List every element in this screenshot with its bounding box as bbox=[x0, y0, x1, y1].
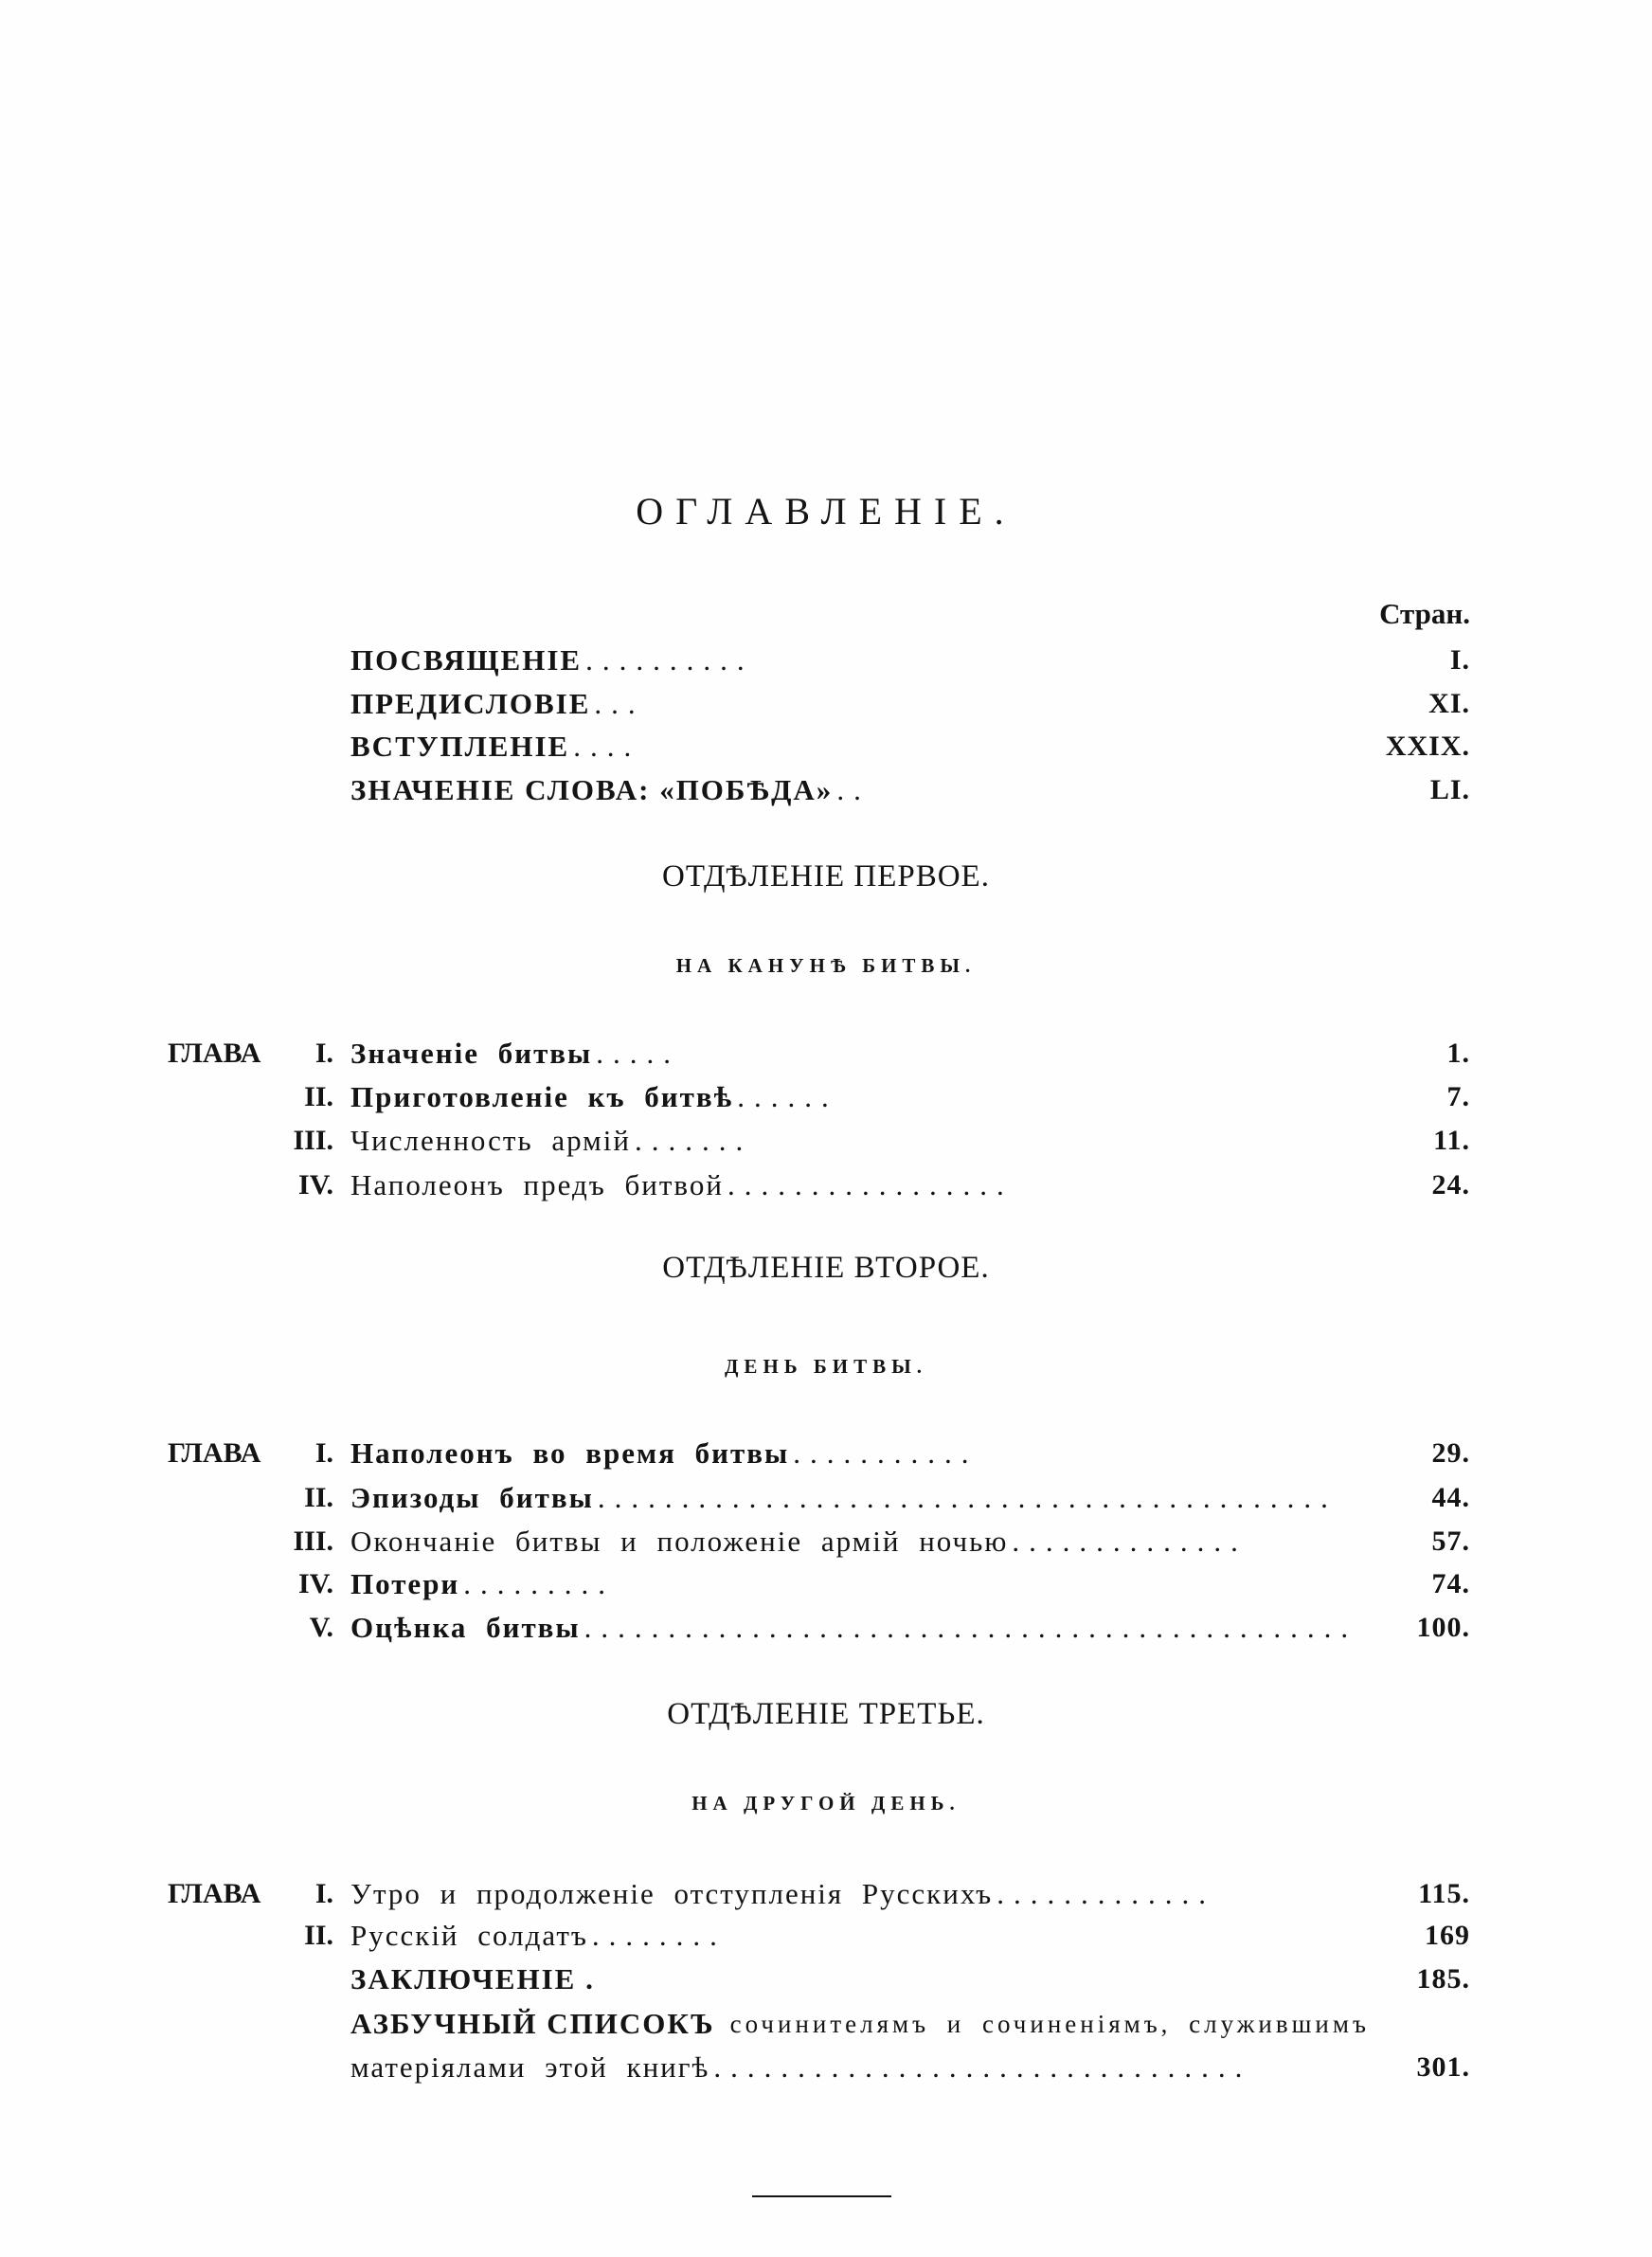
chapter-entry bbox=[168, 1435, 1470, 1472]
chapter-title: Приготовленіе къ битвѣ bbox=[350, 1080, 734, 1113]
chapter-number: III. bbox=[293, 1125, 333, 1156]
chapter-title: Эпизоды битвы bbox=[350, 1481, 594, 1514]
page-number: 11. bbox=[1433, 1125, 1470, 1156]
page-number: 24. bbox=[1431, 1169, 1470, 1201]
chapter-number: IV. bbox=[298, 1169, 333, 1201]
entry-title: ЗНАЧЕНІЕ СЛОВА: «ПОБѢДА» bbox=[350, 773, 834, 806]
leader-dots: ....... bbox=[634, 1124, 753, 1157]
section-heading: ОТДѢЛЕНІЕ ПЕРВОЕ. bbox=[662, 859, 990, 894]
leader-dots: .............................................. bbox=[584, 1611, 1358, 1644]
leader-dots: ... bbox=[594, 687, 645, 720]
leader-dots: ......... bbox=[463, 1567, 616, 1600]
chapter-title: Значеніе битвы bbox=[350, 1037, 593, 1070]
leader-dots: ...... bbox=[737, 1080, 838, 1113]
chapter-label: ГЛАВА bbox=[168, 1437, 261, 1469]
chapter-number: I. bbox=[314, 1878, 333, 1909]
page-number: XI. bbox=[1428, 688, 1470, 719]
leader-dots: .... bbox=[573, 730, 641, 763]
leader-dots: .. bbox=[836, 773, 871, 806]
chapter-number: IV. bbox=[298, 1568, 333, 1599]
leader-dots: ............. bbox=[997, 1877, 1215, 1910]
page-number: I. bbox=[1449, 644, 1470, 676]
chapter-entry bbox=[277, 1609, 1470, 1647]
chapter-entry bbox=[277, 1917, 1470, 1955]
entry-title-continuation: матеріялами этой книгѣ bbox=[350, 2050, 710, 2084]
page-number: 301. bbox=[1416, 2051, 1470, 2083]
leader-dots: .......... bbox=[585, 643, 754, 677]
leader-dots: ............................................ bbox=[597, 1481, 1338, 1514]
chapter-number: II. bbox=[304, 1081, 333, 1112]
chapter-number: II. bbox=[304, 1482, 333, 1513]
chapter-number: II. bbox=[304, 1920, 333, 1951]
front-matter-entry bbox=[350, 771, 1470, 809]
chapter-label: ГЛАВА bbox=[168, 1038, 261, 1069]
page-number: 185. bbox=[1416, 1963, 1470, 1995]
leader-dots: .............. bbox=[1012, 1525, 1248, 1558]
chapter-title: Потери bbox=[350, 1567, 460, 1600]
chapter-entry bbox=[277, 1523, 1470, 1561]
leader-dots: ................. bbox=[727, 1168, 1014, 1201]
page-number: XXIX. bbox=[1385, 731, 1470, 762]
section-heading: ОТДѢЛЕНІЕ ВТОРОЕ. bbox=[662, 1251, 990, 1285]
chapter-title: Русскій солдатъ bbox=[350, 1919, 588, 1952]
front-matter-entry bbox=[350, 728, 1470, 766]
page-number: 169 bbox=[1425, 1920, 1470, 1951]
chapter-title: Оцѣнка битвы bbox=[350, 1611, 581, 1644]
chapter-entry bbox=[277, 1166, 1470, 1204]
chapter-title: Окончаніе битвы и положеніе армій ночью bbox=[350, 1525, 1009, 1558]
chapter-title: Наполеонъ предъ битвой bbox=[350, 1168, 724, 1201]
chapter-number: V. bbox=[309, 1612, 333, 1643]
chapter-number: III. bbox=[293, 1526, 333, 1557]
chapter-entry bbox=[168, 1035, 1470, 1073]
entry-title: ПРЕДИСЛОВІЕ bbox=[350, 687, 591, 720]
section-subheading: ДЕНЬ БИТВЫ. bbox=[724, 1355, 928, 1378]
leader-dots: ................................ bbox=[713, 2050, 1252, 2084]
index-entry-line-1 bbox=[350, 2005, 1470, 2043]
toc-title: ОГЛАВЛЕНІЕ. bbox=[636, 490, 1016, 533]
bottom-rule bbox=[752, 2195, 891, 2197]
page-number: 1. bbox=[1446, 1038, 1470, 1069]
leader-dots: ........ bbox=[591, 1919, 727, 1952]
chapter-entry bbox=[168, 1875, 1470, 1913]
page-number: 74. bbox=[1431, 1568, 1470, 1599]
chapter-number: I. bbox=[314, 1038, 333, 1069]
page-number: 57. bbox=[1431, 1526, 1470, 1557]
front-matter-entry bbox=[350, 641, 1470, 679]
page-number: 100. bbox=[1416, 1612, 1470, 1643]
page-number: 29. bbox=[1431, 1437, 1470, 1469]
leader-dots: ........... bbox=[793, 1436, 979, 1470]
chapter-title: Численность армій bbox=[350, 1124, 631, 1157]
chapter-entry bbox=[277, 1122, 1470, 1160]
entry-title: ВСТУПЛЕНІЕ bbox=[350, 730, 570, 763]
page-number: 7. bbox=[1446, 1081, 1470, 1112]
page-number: 115. bbox=[1418, 1878, 1470, 1909]
index-entry-line-2 bbox=[350, 2049, 1470, 2086]
chapter-entry bbox=[277, 1479, 1470, 1517]
front-matter-entry bbox=[350, 685, 1470, 723]
entry-title: АЗБУЧНЫЙ СПИСОКЪ bbox=[350, 2007, 715, 2040]
leader-dots: ..... bbox=[596, 1037, 680, 1070]
page-number: LI. bbox=[1429, 774, 1470, 805]
chapter-entry bbox=[277, 1078, 1470, 1116]
chapter-title: Наполеонъ во время битвы bbox=[350, 1436, 790, 1470]
chapter-entry bbox=[277, 1565, 1470, 1603]
entry-title: ПОСВЯЩЕНІЕ bbox=[350, 643, 583, 677]
section-heading: ОТДѢЛЕНІЕ ТРЕТЬЕ. bbox=[667, 1697, 985, 1731]
entry-title-continuation: сочинителямъ и сочиненіямъ, служившимъ bbox=[729, 2010, 1370, 2038]
chapter-title: Утро и продолженіе отступленія Русскихъ bbox=[350, 1877, 994, 1910]
entry-title: ЗАКЛЮЧЕНІЕ . bbox=[350, 1962, 595, 1995]
page-number: 44. bbox=[1431, 1482, 1470, 1513]
section-subheading: НА КАНУНѢ БИТВЫ. bbox=[675, 954, 977, 977]
chapter-label: ГЛАВА bbox=[168, 1878, 261, 1909]
section-subheading: НА ДРУГОЙ ДЕНЬ. bbox=[691, 1792, 961, 1815]
page-column-header: Стран. bbox=[1379, 597, 1470, 630]
chapter-number: I. bbox=[314, 1437, 333, 1469]
conclusion-entry bbox=[350, 1960, 1470, 1998]
